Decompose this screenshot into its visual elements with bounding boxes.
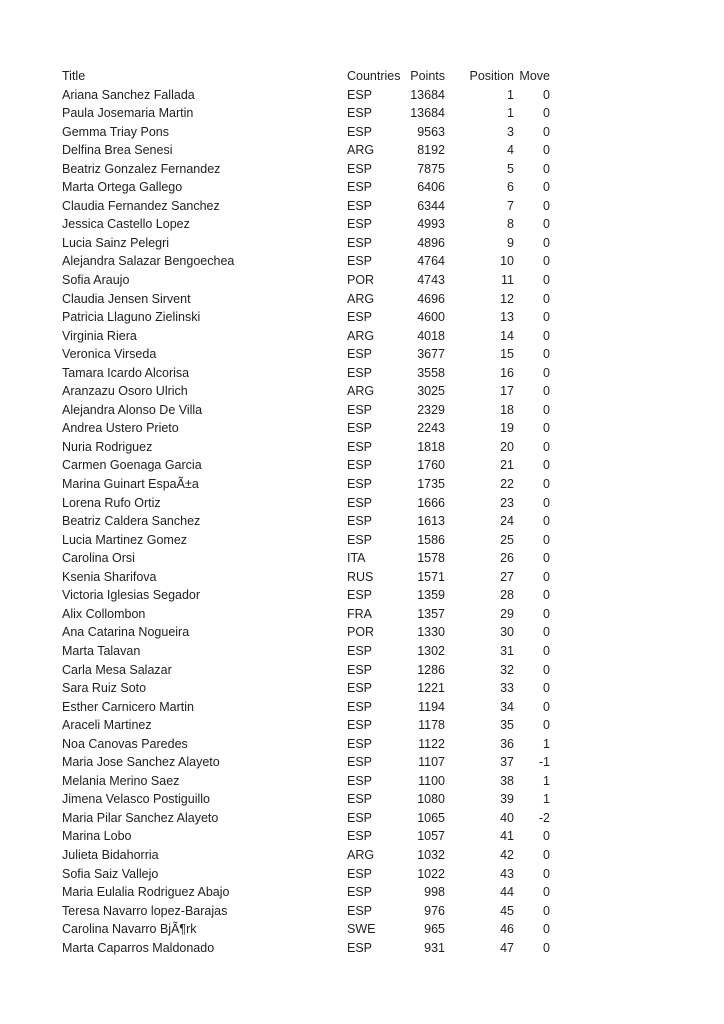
cell-country: ESP: [347, 718, 373, 733]
cell-country: ESP: [347, 161, 373, 176]
cell-move: 0: [543, 217, 550, 232]
table-row: [62, 438, 554, 457]
table-row: [62, 345, 554, 364]
cell-title: Ariana Sanchez Fallada: [62, 87, 195, 102]
cell-points: 1100: [418, 773, 445, 788]
cell-country: ESP: [347, 477, 373, 492]
cell-country: ESP: [347, 347, 373, 362]
cell-title: Jimena Velasco Postiguillo: [62, 792, 210, 807]
cell-points: 2329: [417, 402, 445, 417]
table-row: [62, 271, 554, 290]
cell-country: ESP: [347, 217, 373, 232]
cell-move: 0: [543, 235, 550, 250]
cell-country: ESP: [347, 681, 373, 696]
cell-title: Delfina Brea Senesi: [62, 143, 173, 158]
table-row: [62, 290, 554, 309]
cell-position: 31: [500, 643, 514, 658]
cell-title: Melania Merino Saez: [62, 773, 180, 788]
cell-position: 22: [500, 477, 514, 492]
cell-country: ESP: [347, 310, 373, 325]
cell-country: ESP: [347, 235, 373, 250]
cell-points: 1613: [417, 514, 445, 529]
cell-position: 10: [500, 254, 514, 269]
table-row: [62, 586, 554, 605]
table-row: [62, 456, 554, 475]
cell-points: 1735: [417, 477, 445, 492]
ranking-rows: [62, 86, 554, 958]
cell-move: 0: [543, 532, 550, 547]
cell-position: 23: [500, 495, 514, 510]
cell-points: 1760: [417, 458, 445, 473]
table-row: [62, 846, 554, 865]
cell-points: 3025: [417, 384, 445, 399]
cell-title: Lorena Rufo Ortiz: [62, 495, 161, 510]
cell-points: 1080: [417, 792, 445, 807]
cell-title: Tamara Icardo Alcorisa: [62, 365, 190, 380]
column-header-move: Move: [519, 69, 550, 83]
cell-position: 3: [507, 124, 514, 139]
cell-position: 35: [500, 718, 514, 733]
cell-points: 4018: [417, 328, 445, 343]
cell-country: ESP: [347, 532, 373, 547]
cell-position: 17: [500, 384, 514, 399]
cell-move: 0: [543, 588, 550, 603]
cell-country: ESP: [347, 885, 373, 900]
cell-position: 15: [500, 347, 514, 362]
cell-points: 4600: [417, 310, 445, 325]
cell-points: 1107: [418, 755, 445, 770]
cell-country: ARG: [347, 291, 375, 306]
cell-country: POR: [347, 625, 375, 640]
table-row: [62, 549, 554, 568]
cell-country: ARG: [347, 328, 375, 343]
cell-title: Sofia Saiz Vallejo: [62, 866, 159, 881]
cell-country: ESP: [347, 180, 373, 195]
cell-position: 14: [500, 328, 514, 343]
cell-position: 7: [507, 198, 514, 213]
cell-title: Virginia Riera: [62, 328, 137, 343]
cell-title: Beatriz Caldera Sanchez: [62, 514, 201, 529]
cell-points: 1178: [418, 718, 445, 733]
cell-move: 0: [543, 866, 550, 881]
cell-position: 47: [500, 940, 514, 955]
cell-move: 0: [543, 439, 550, 454]
cell-points: 8192: [417, 143, 445, 158]
cell-country: ESP: [347, 365, 373, 380]
cell-country: ESP: [347, 87, 373, 102]
cell-title: Alejandra Alonso De Villa: [62, 402, 203, 417]
cell-position: 40: [500, 810, 514, 825]
cell-move: 0: [543, 198, 550, 213]
cell-move: 0: [543, 421, 550, 436]
cell-position: 34: [500, 699, 514, 714]
cell-position: 25: [500, 532, 514, 547]
table-row: [62, 475, 554, 494]
cell-position: 8: [507, 217, 514, 232]
cell-country: ESP: [347, 736, 373, 751]
cell-position: 24: [500, 514, 514, 529]
cell-points: 3677: [417, 347, 445, 362]
cell-points: 1032: [417, 847, 445, 862]
table-row: [62, 419, 554, 438]
cell-title: Patricia Llaguno Zielinski: [62, 310, 201, 325]
cell-move: 0: [543, 514, 550, 529]
cell-position: 41: [500, 829, 514, 844]
cell-country: ESP: [347, 699, 373, 714]
table-row: [62, 308, 554, 327]
cell-title: Esther Carnicero Martin: [62, 699, 194, 714]
cell-country: ESP: [347, 810, 373, 825]
table-row: [62, 401, 554, 420]
cell-points: 1357: [417, 606, 445, 621]
cell-title: Marina Lobo: [62, 829, 132, 844]
cell-move: 0: [543, 291, 550, 306]
table-row: [62, 568, 554, 587]
cell-country: ESP: [347, 903, 373, 918]
cell-move: 0: [543, 699, 550, 714]
table-row: [62, 104, 554, 123]
cell-move: 0: [543, 384, 550, 399]
cell-position: 29: [500, 606, 514, 621]
cell-country: ESP: [347, 588, 373, 603]
table-row: [62, 735, 554, 754]
table-row: [62, 716, 554, 735]
table-row: [62, 679, 554, 698]
cell-country: ESP: [347, 662, 373, 677]
cell-country: RUS: [347, 569, 374, 584]
cell-move: 0: [543, 625, 550, 640]
cell-move: 0: [543, 847, 550, 862]
cell-points: 2243: [417, 421, 445, 436]
cell-points: 931: [424, 940, 445, 955]
cell-points: 4993: [417, 217, 445, 232]
cell-position: 18: [500, 402, 514, 417]
cell-position: 26: [500, 551, 514, 566]
cell-position: 46: [500, 922, 514, 937]
cell-country: ESP: [347, 755, 373, 770]
table-row: [62, 753, 554, 772]
cell-title: Noa Canovas Paredes: [62, 736, 188, 751]
cell-points: 4696: [417, 291, 445, 306]
cell-points: 1194: [418, 699, 445, 714]
cell-move: 0: [543, 903, 550, 918]
cell-position: 12: [500, 291, 514, 306]
cell-position: 20: [500, 439, 514, 454]
cell-country: ARG: [347, 384, 375, 399]
table-row: [62, 382, 554, 401]
cell-points: 7875: [417, 161, 445, 176]
cell-title: Aranzazu Osoro Ulrich: [62, 384, 188, 399]
table-row: [62, 123, 554, 142]
cell-points: 1022: [417, 866, 445, 881]
cell-move: 0: [543, 161, 550, 176]
cell-move: 1: [543, 773, 550, 788]
table-row: [62, 827, 554, 846]
cell-move: 0: [543, 124, 550, 139]
cell-move: 0: [543, 402, 550, 417]
cell-move: 0: [543, 829, 550, 844]
cell-points: 1286: [417, 662, 445, 677]
cell-position: 45: [500, 903, 514, 918]
table-row: [62, 809, 554, 828]
cell-move: 0: [543, 681, 550, 696]
table-row: [62, 623, 554, 642]
cell-position: 37: [500, 755, 514, 770]
cell-title: Sofia Araujo: [62, 273, 130, 288]
cell-move: 0: [543, 310, 550, 325]
cell-position: 36: [500, 736, 514, 751]
cell-title: Paula Josemaria Martin: [62, 106, 194, 121]
cell-title: Teresa Navarro lopez-Barajas: [62, 903, 228, 918]
cell-position: 13: [500, 310, 514, 325]
cell-move: 1: [543, 792, 550, 807]
cell-position: 21: [500, 458, 514, 473]
cell-title: Julieta Bidahorria: [62, 847, 159, 862]
cell-points: 1578: [417, 551, 445, 566]
ranking-table: [62, 67, 554, 957]
cell-move: 0: [543, 940, 550, 955]
cell-move: 0: [543, 922, 550, 937]
cell-points: 1057: [417, 829, 445, 844]
cell-position: 38: [500, 773, 514, 788]
cell-title: Lucia Sainz Pelegri: [62, 235, 170, 250]
table-row: [62, 642, 554, 661]
cell-position: 1: [507, 106, 514, 121]
cell-country: ESP: [347, 940, 373, 955]
cell-country: ESP: [347, 198, 373, 213]
ranking-sheet: [62, 67, 554, 957]
table-row: [62, 234, 554, 253]
cell-title: Claudia Jensen Sirvent: [62, 291, 191, 306]
cell-title: Lucia Martinez Gomez: [62, 532, 188, 547]
cell-country: ESP: [347, 829, 373, 844]
cell-country: ESP: [347, 773, 373, 788]
table-row: [62, 531, 554, 550]
cell-move: 0: [543, 273, 550, 288]
cell-title: Marina Guinart EspaÃ±a: [62, 477, 199, 492]
cell-points: 4764: [417, 254, 445, 269]
cell-title: Gemma Triay Pons: [62, 124, 169, 139]
cell-points: 998: [424, 885, 445, 900]
cell-move: 0: [543, 662, 550, 677]
cell-move: -1: [538, 755, 550, 770]
cell-title: Ana Catarina Nogueira: [62, 625, 190, 640]
cell-position: 42: [500, 847, 514, 862]
cell-position: 1: [507, 87, 514, 102]
cell-title: Nuria Rodriguez: [62, 439, 153, 454]
cell-country: ESP: [347, 495, 373, 510]
column-header-title: Title: [62, 69, 86, 83]
cell-position: 39: [500, 792, 514, 807]
cell-points: 1122: [418, 736, 445, 751]
cell-country: ESP: [347, 439, 373, 454]
cell-points: 13684: [410, 87, 445, 102]
cell-move: 0: [543, 477, 550, 492]
cell-position: 27: [500, 569, 514, 584]
cell-points: 1818: [417, 439, 445, 454]
cell-points: 1586: [417, 532, 445, 547]
cell-points: 1221: [417, 681, 445, 696]
cell-points: 6406: [417, 180, 445, 195]
cell-move: 0: [543, 495, 550, 510]
cell-move: 0: [543, 606, 550, 621]
cell-country: ITA: [347, 551, 366, 566]
cell-title: Maria Pilar Sanchez Alayeto: [62, 810, 219, 825]
cell-country: ESP: [347, 514, 373, 529]
cell-country: ESP: [347, 458, 373, 473]
cell-title: Carolina Orsi: [62, 551, 135, 566]
table-row: [62, 790, 554, 809]
table-row: [62, 920, 554, 939]
cell-points: 1330: [417, 625, 445, 640]
cell-title: Maria Eulalia Rodriguez Abajo: [62, 885, 230, 900]
cell-move: 0: [543, 180, 550, 195]
cell-position: 9: [507, 235, 514, 250]
column-header-position: Position: [469, 69, 514, 83]
table-row: [62, 494, 554, 513]
cell-title: Beatriz Gonzalez Fernandez: [62, 161, 221, 176]
table-row: [62, 178, 554, 197]
table-row: [62, 364, 554, 383]
cell-title: Sara Ruiz Soto: [62, 681, 147, 696]
column-header-countries: Countries: [347, 69, 401, 83]
table-row: [62, 252, 554, 271]
cell-move: 0: [543, 569, 550, 584]
cell-title: Ksenia Sharifova: [62, 569, 157, 584]
cell-title: Maria Jose Sanchez Alayeto: [62, 755, 220, 770]
cell-title: Alix Collombon: [62, 606, 146, 621]
cell-country: ESP: [347, 124, 373, 139]
cell-position: 32: [500, 662, 514, 677]
cell-title: Andrea Ustero Prieto: [62, 421, 179, 436]
cell-country: ESP: [347, 402, 373, 417]
cell-move: 0: [543, 365, 550, 380]
table-row: [62, 86, 554, 105]
cell-title: Claudia Fernandez Sanchez: [62, 198, 220, 213]
cell-move: 0: [543, 643, 550, 658]
table-row: [62, 141, 554, 160]
cell-points: 1065: [417, 810, 445, 825]
cell-points: 965: [424, 922, 445, 937]
cell-position: 4: [507, 143, 514, 158]
cell-points: 1302: [417, 643, 445, 658]
table-row: [62, 512, 554, 531]
cell-position: 28: [500, 588, 514, 603]
cell-country: ESP: [347, 421, 373, 436]
cell-country: POR: [347, 273, 375, 288]
cell-points: 976: [424, 903, 445, 918]
table-row: [62, 865, 554, 884]
cell-position: 6: [507, 180, 514, 195]
table-row: [62, 327, 554, 346]
cell-title: Carolina Navarro BjÃ¶rk: [62, 922, 197, 937]
table-row: [62, 772, 554, 791]
cell-position: 19: [500, 421, 514, 436]
table-row: [62, 605, 554, 624]
cell-country: ARG: [347, 143, 375, 158]
cell-points: 1571: [417, 569, 445, 584]
header-row: [62, 67, 554, 86]
cell-position: 30: [500, 625, 514, 640]
cell-move: 0: [543, 885, 550, 900]
cell-move: 0: [543, 254, 550, 269]
cell-move: 0: [543, 106, 550, 121]
cell-country: FRA: [347, 606, 372, 621]
table-row: [62, 939, 554, 958]
cell-position: 16: [500, 365, 514, 380]
cell-move: 1: [543, 736, 550, 751]
cell-move: 0: [543, 458, 550, 473]
table-row: [62, 661, 554, 680]
cell-title: Alejandra Salazar Bengoechea: [62, 254, 235, 269]
cell-points: 6344: [417, 198, 445, 213]
cell-move: 0: [543, 87, 550, 102]
cell-points: 13684: [410, 106, 445, 121]
cell-country: ESP: [347, 106, 373, 121]
cell-country: ESP: [347, 643, 373, 658]
cell-title: Marta Caparros Maldonado: [62, 940, 215, 955]
cell-title: Marta Ortega Gallego: [62, 180, 183, 195]
cell-country: SWE: [347, 922, 376, 937]
cell-points: 4896: [417, 235, 445, 250]
cell-title: Araceli Martinez: [62, 718, 152, 733]
cell-position: 11: [501, 273, 514, 288]
cell-title: Jessica Castello Lopez: [62, 217, 190, 232]
cell-points: 1666: [417, 495, 445, 510]
cell-country: ESP: [347, 254, 373, 269]
cell-points: 4743: [417, 273, 445, 288]
cell-position: 33: [500, 681, 514, 696]
cell-move: 0: [543, 718, 550, 733]
cell-country: ESP: [347, 866, 373, 881]
cell-country: ARG: [347, 847, 375, 862]
cell-title: Marta Talavan: [62, 643, 141, 658]
table-row: [62, 698, 554, 717]
cell-position: 43: [500, 866, 514, 881]
cell-move: -2: [538, 810, 550, 825]
cell-points: 3558: [417, 365, 445, 380]
table-row: [62, 902, 554, 921]
cell-title: Carla Mesa Salazar: [62, 662, 172, 677]
table-row: [62, 160, 554, 179]
cell-position: 5: [507, 161, 514, 176]
cell-title: Victoria Iglesias Segador: [62, 588, 201, 603]
cell-points: 1359: [417, 588, 445, 603]
cell-move: 0: [543, 347, 550, 362]
cell-title: Carmen Goenaga Garcia: [62, 458, 202, 473]
column-header-points: Points: [410, 69, 445, 83]
cell-move: 0: [543, 328, 550, 343]
cell-country: ESP: [347, 792, 373, 807]
cell-points: 9563: [417, 124, 445, 139]
cell-position: 44: [500, 885, 514, 900]
cell-move: 0: [543, 551, 550, 566]
table-row: [62, 215, 554, 234]
cell-move: 0: [543, 143, 550, 158]
table-row: [62, 883, 554, 902]
table-row: [62, 197, 554, 216]
cell-title: Veronica Virseda: [62, 347, 157, 362]
